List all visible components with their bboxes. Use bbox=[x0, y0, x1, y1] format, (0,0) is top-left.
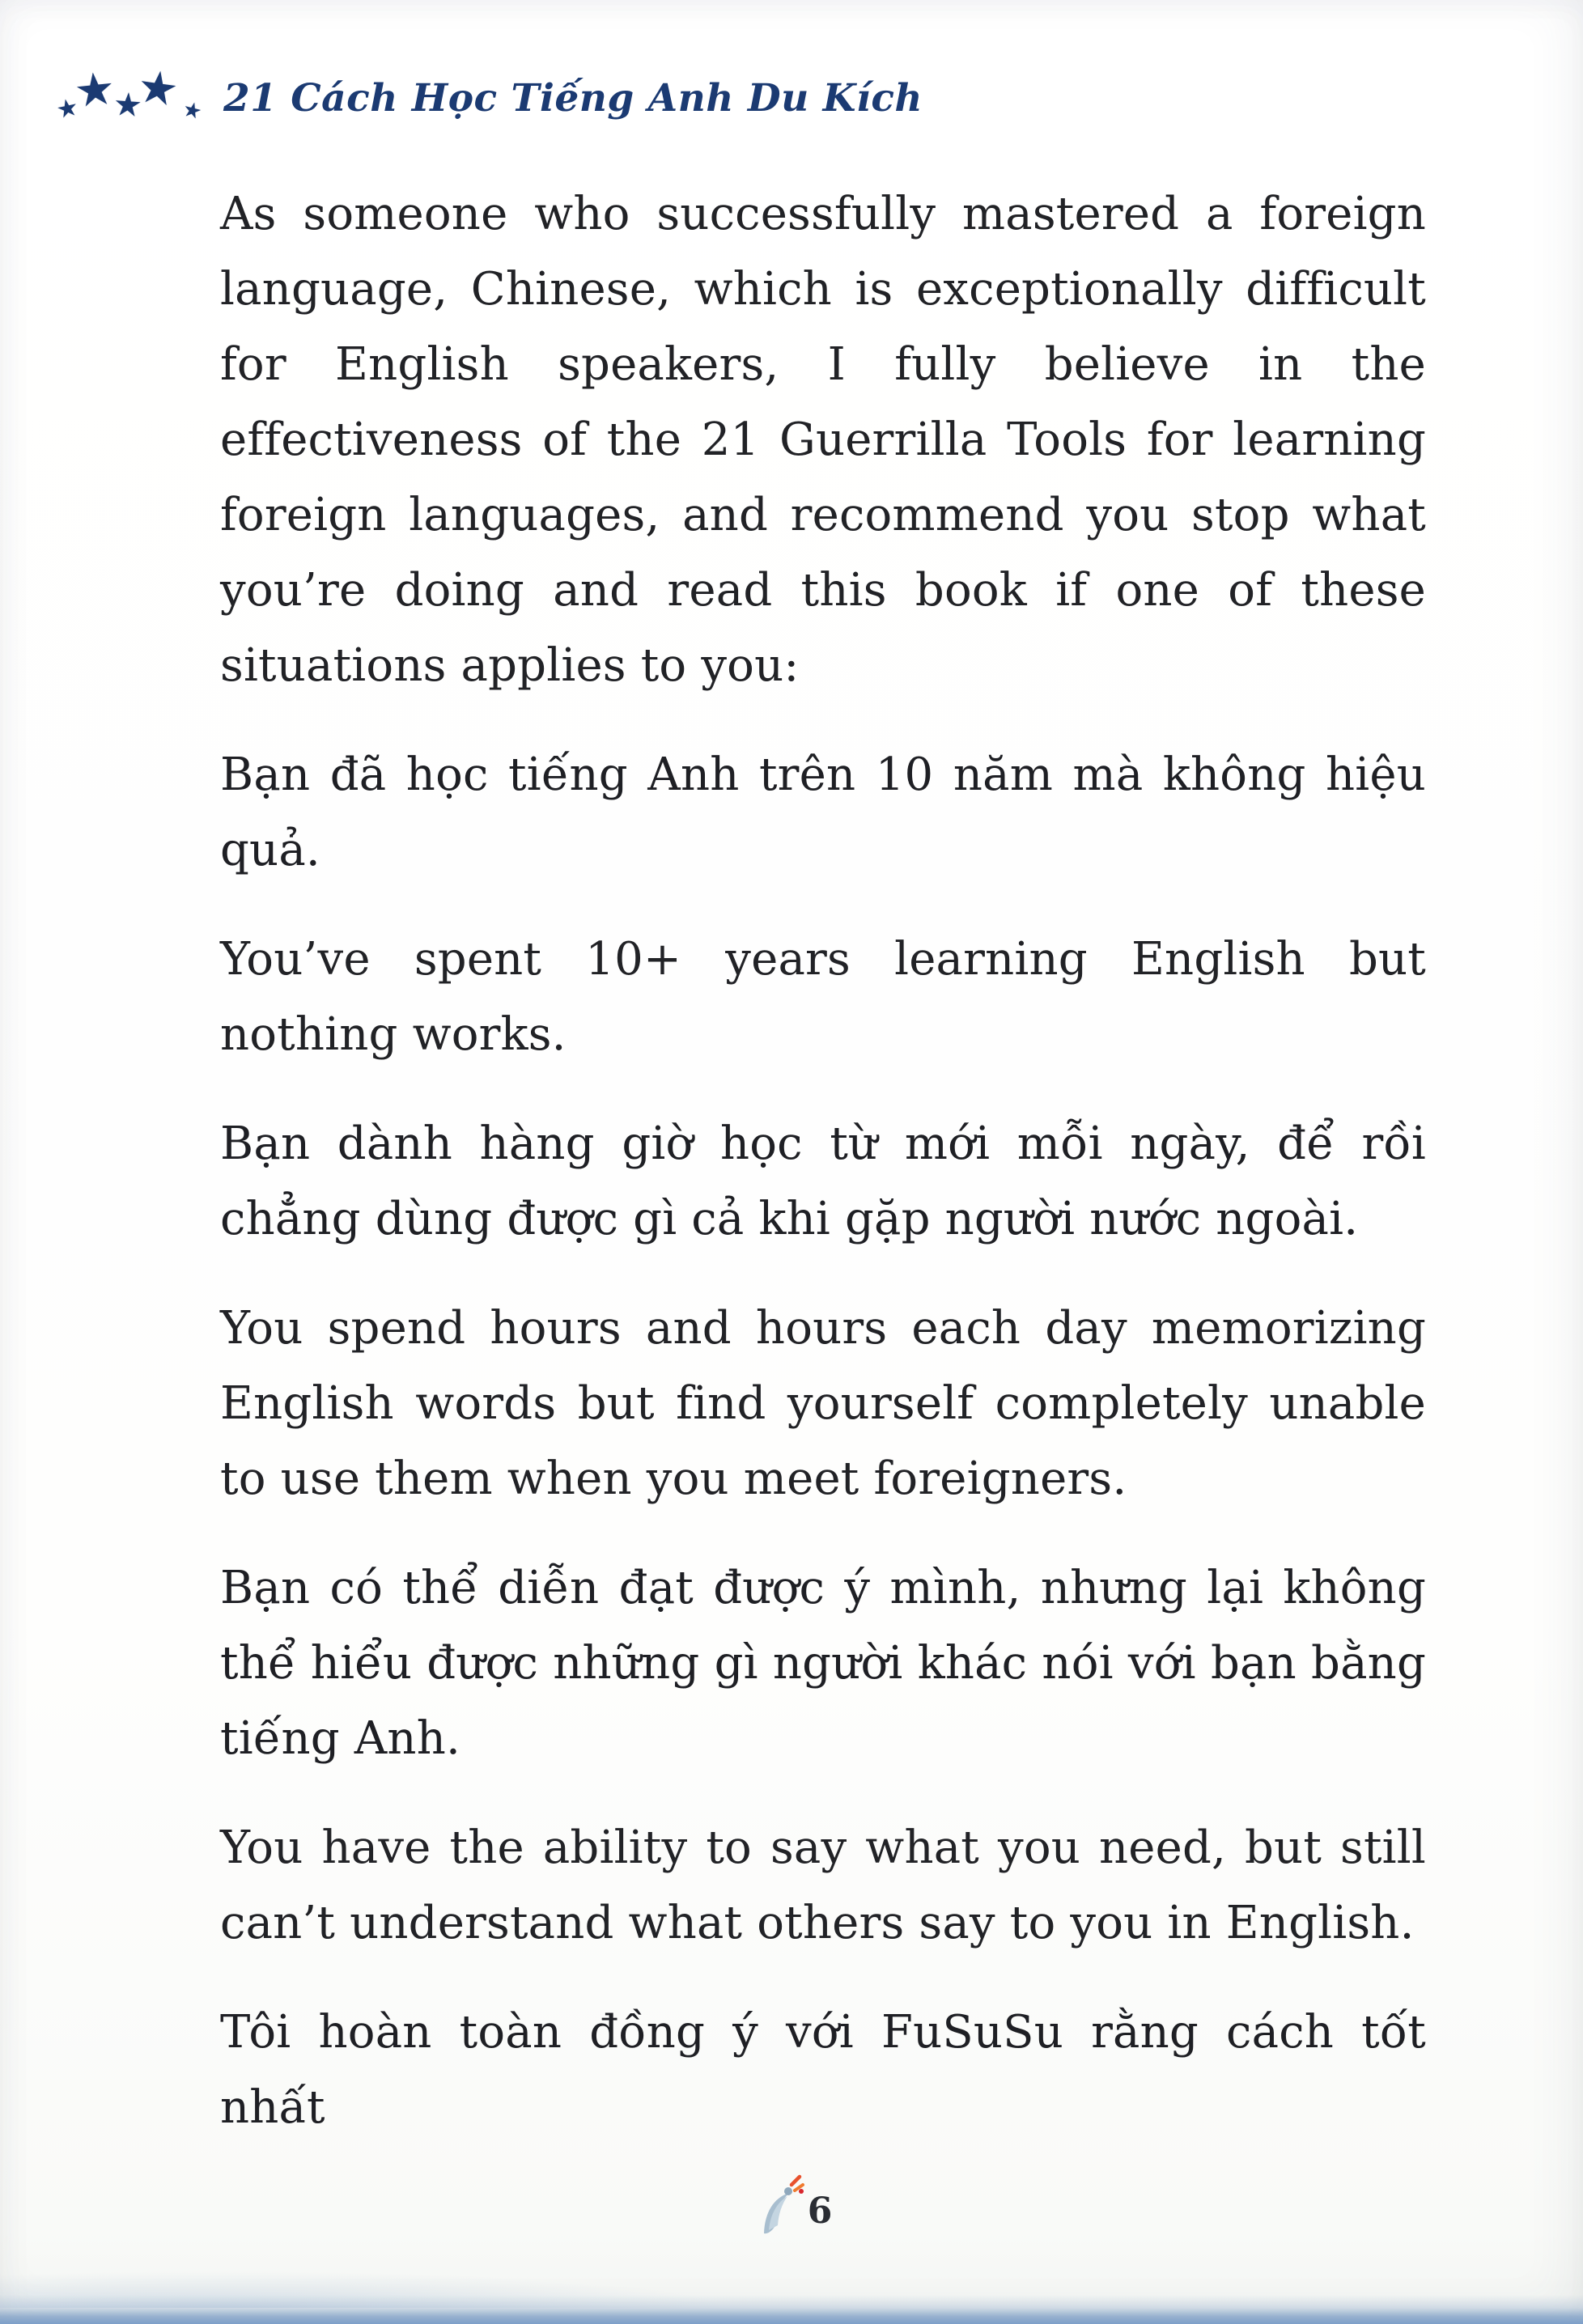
paragraph-english-3: You have the ability to say what you need, but still can’t understand what others say to you in English. bbox=[220, 1821, 1426, 1949]
star-icon: ★ bbox=[180, 96, 205, 125]
page-body-text bbox=[220, 176, 1426, 2179]
paragraph-vietnamese-3: Bạn có thể diễn đạt được ý mình, nhưng lại không thể hiểu được những gì người khác nói với bạn bằng tiếng Anh. bbox=[220, 1562, 1426, 1765]
star-icon: ★ bbox=[112, 85, 144, 125]
star-icon: ★ bbox=[134, 59, 182, 118]
paragraph-vietnamese-2: Bạn dành hàng giờ học từ mới mỗi ngày, để rồi chẳng dùng được gì cả khi gặp người nước ngoài. bbox=[220, 1117, 1426, 1245]
paragraph-english-intro: As someone who successfully mastered a foreign language, Chinese, which is exceptionally difficult for English speakers, I fully believe in the effectiveness of the 21 Guerrilla Tools for learning foreign languages, and recommend you stop what you’re doing and read this book if one of these situations applies to you: bbox=[220, 188, 1426, 692]
paragraph-english-2: You spend hours and hours each day memorizing English words but find yourself completely unable to use them when you meet foreigners. bbox=[220, 1302, 1426, 1505]
page-header bbox=[53, 59, 923, 139]
star-icon: ★ bbox=[53, 92, 82, 125]
paragraph-vietnamese-1: Bạn đã học tiếng Anh trên 10 năm mà không hiệu quả. bbox=[220, 749, 1426, 876]
page-footer bbox=[0, 2172, 1583, 2237]
star-icon: ★ bbox=[71, 61, 118, 119]
scan-edge-artifact bbox=[0, 2295, 1583, 2324]
paragraph-english-1: You’ve spent 10+ years learning English but nothing works. bbox=[220, 933, 1426, 1061]
book-title: 21 Cách Học Tiếng Anh Du Kích bbox=[223, 75, 923, 121]
paragraph-vietnamese-4-partial: Tôi hoàn toàn đồng ý với FuSuSu rằng cách tốt nhất bbox=[220, 2006, 1426, 2134]
star-cluster-icon bbox=[53, 59, 212, 139]
page-number: 6 bbox=[807, 2190, 833, 2232]
rocket-swoosh-icon bbox=[751, 2172, 804, 2237]
